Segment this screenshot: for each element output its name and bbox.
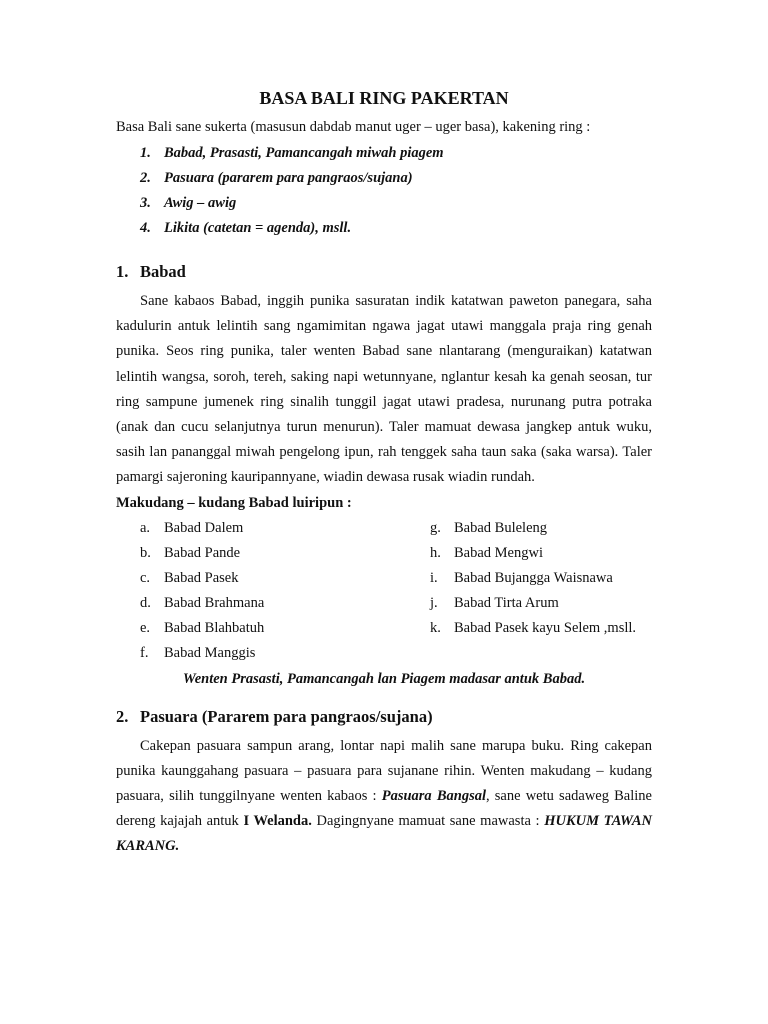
section-heading-pasuara xyxy=(116,704,652,730)
section-number: 1. xyxy=(116,262,129,281)
section-heading-babad xyxy=(116,259,652,285)
list-text: Babad Pasek xyxy=(164,569,239,586)
section-number: 2. xyxy=(116,706,129,726)
list-letter: d. xyxy=(140,594,151,611)
list-item xyxy=(116,566,406,591)
list-number: 2. xyxy=(140,170,151,186)
topic-list xyxy=(116,141,652,241)
section-title: Babad xyxy=(140,262,186,281)
babad-note: Wenten Prasasti, Pamancangah lan Piagem madasar antuk Babad. xyxy=(182,670,586,687)
bold-text: I Welanda. xyxy=(243,813,312,830)
list-text: Babad Dalem xyxy=(164,519,244,536)
list-item xyxy=(116,516,406,541)
list-letter: c. xyxy=(140,569,151,586)
babad-list-heading: Makudang – kudang Babad luiripun : xyxy=(116,494,352,511)
babad-paragraph: Sane kabaos Babad, inggih punika sasuratan indik katatwan paweton panegara, saha kadulurin antuk lelintih sang ngamimitan ngawa jagat utawi manggala praja ring genah punika. Seos ring punika, taler wenten Babad sane nlantarang (menguraikan) katatwan lelintih wangsa, soroh, tereh, saking napi wetunnyane, nglantur kesah ka genah seosan, tur ring sampune jumenek ring sinalih tunggil jagat utawi pradesa, nurunang putra potraka (anak dan cucu selanjutnya turun menurun). Taler mamuat dewasa jangkep antuk wuku, sasih lan pananggal miwah pengelong ipun, rah tenggek saha taun saka (saka warsa). Taler pamargi sajeroning kauripannyane, wiadin dewasa rusak wiadin rundah. xyxy=(116,293,652,486)
list-letter: a. xyxy=(140,519,151,536)
list-text: Likita (catetan = agenda), msll. xyxy=(164,220,352,236)
pasuara-paragraph xyxy=(116,734,652,860)
list-number: 1. xyxy=(140,145,151,161)
list-letter: i. xyxy=(430,569,438,586)
list-text: Babad Mengwi xyxy=(454,544,543,561)
document-page xyxy=(116,88,652,860)
babad-list-right xyxy=(406,516,652,666)
babad-list-left xyxy=(116,516,406,666)
list-item xyxy=(116,216,652,241)
section-title: Pasuara (Pararem para pangraos/sujana) xyxy=(140,706,433,726)
list-text: Babad Pasek kayu Selem ,msll. xyxy=(454,619,637,636)
list-item xyxy=(116,591,406,616)
list-letter: g. xyxy=(430,519,441,536)
list-item xyxy=(116,166,652,191)
list-letter: b. xyxy=(140,544,151,561)
list-text: Babad, Prasasti, Pamancangah miwah piagem xyxy=(164,145,444,161)
list-text: Babad Buleleng xyxy=(454,519,548,536)
list-letter: k. xyxy=(430,619,441,636)
paragraph-text: Dagingnyane mamuat sane mawasta : xyxy=(311,813,545,830)
emphasis-text: Pasuara Bangsal xyxy=(381,788,486,805)
babad-list xyxy=(116,516,652,666)
emphasis-text: HUKUM TAWAN KARANG. xyxy=(116,813,652,855)
list-item xyxy=(406,541,652,566)
list-text: Babad Brahmana xyxy=(164,594,265,611)
list-number: 4. xyxy=(140,220,151,236)
list-text: Awig – awig xyxy=(164,195,237,211)
paragraph-text: Cakepan pasuara sampun arang, lontar napi malih sane marupa buku. Ring cakepan punika kaunggahang pasuara – pasuara para sujanane rihin. Wenten makudang – kudang pasuara, silih tunggilnyane wenten kabaos : xyxy=(116,737,652,805)
list-item xyxy=(116,616,406,641)
list-letter: j. xyxy=(430,594,438,611)
list-letter: e. xyxy=(140,619,151,636)
paragraph-text: , sane wetu sadaweg Baline dereng kajajah antuk xyxy=(116,788,652,830)
list-item xyxy=(406,566,652,591)
list-text: Pasuara (pararem para pangraos/sujana) xyxy=(164,170,413,186)
list-text: Babad Blahbatuh xyxy=(164,619,265,636)
list-text: Babad Manggis xyxy=(164,644,256,661)
list-item xyxy=(406,516,652,541)
list-letter: h. xyxy=(430,544,441,561)
list-text: Babad Bujangga Waisnawa xyxy=(454,569,613,586)
list-letter: f. xyxy=(140,644,149,661)
list-text: Babad Tirta Arum xyxy=(454,594,559,611)
intro-text: Basa Bali sane sukerta (masusun dabdab manut uger – uger basa), kakening ring : xyxy=(116,119,591,135)
list-item xyxy=(406,591,652,616)
list-item xyxy=(116,541,406,566)
list-item xyxy=(116,141,652,166)
page-title: BASA BALI RING PAKERTAN xyxy=(259,88,509,108)
list-text: Babad Pande xyxy=(164,544,241,561)
list-item xyxy=(116,191,652,216)
list-item xyxy=(406,616,652,641)
list-item xyxy=(116,641,406,666)
list-number: 3. xyxy=(140,195,151,211)
